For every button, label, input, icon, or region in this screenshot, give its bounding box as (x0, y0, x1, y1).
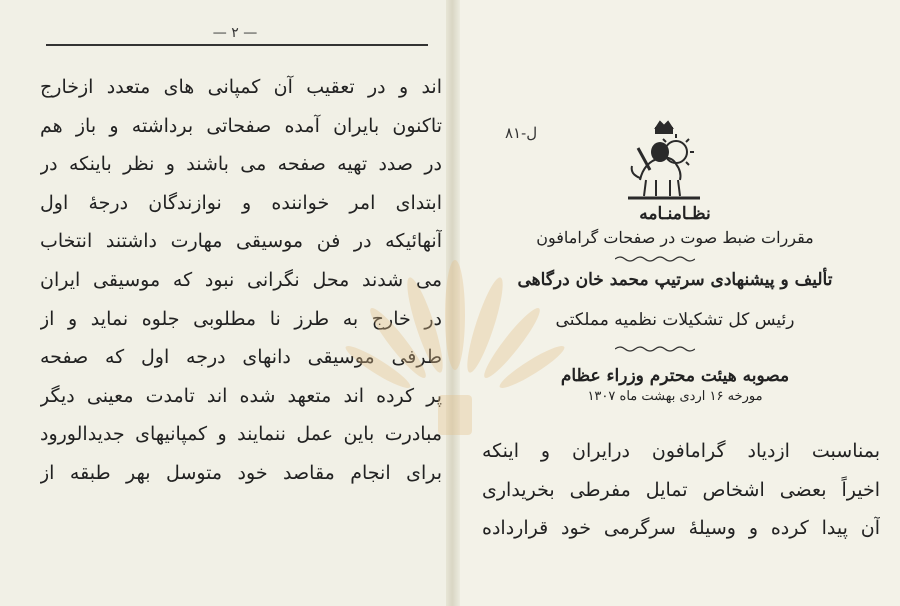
text-line: در خارج به طرز نا مطلوبی جلوه نماید و از (40, 307, 442, 330)
document-title: نظـامنـامه (639, 204, 711, 224)
text-line: طرفی موسیقی دانهای درجه اول که صفحه (40, 346, 442, 369)
approval-date: مورخه ۱۶ اردی بهشت ماه ۱۳۰۷ (587, 389, 763, 404)
right-page-text (482, 432, 880, 548)
lion-and-sun-emblem-icon (620, 118, 708, 206)
text-line: بمناسبت ازدیاد گرامافون درایران و اینکه (482, 440, 880, 462)
wavy-divider (615, 255, 695, 263)
reference-number: ل-۸۱ (505, 124, 538, 142)
approval-line: مصوبه هیئت محترم وزراء عظام (560, 366, 790, 386)
page-number: — ۲ — (200, 25, 270, 41)
text-line: تاکنون بایران آمده صفحاتی برداشته و باز هم (40, 114, 442, 137)
text-line: برای انجام مقاصد خود متوسل بهر طبقه از (40, 461, 442, 484)
text-line: ابتدای امر خواننده و نوازندگان درجهٔ اول (40, 191, 442, 214)
document-subtitle: مقررات ضبط صوت در صفحات گرامافون (536, 228, 814, 247)
text-line: در صدد تهیه صفحه می باشند و نظر باینکه در (40, 153, 442, 176)
header-rule (46, 44, 428, 46)
text-line: آن پیدا کرده و وسیلهٔ سرگرمی خود قرارداده (482, 517, 880, 540)
text-line: مبادرت باین عمل ننمایند و کمپانیهای جدیدالورود (40, 423, 442, 446)
text-line: اند و در تعقیب آن کمپانی های متعدد ازخارج (40, 76, 442, 98)
text-line: پر کرده اند متعهد شده اند تامدت معینی دیگر (40, 384, 442, 407)
text-line: می شدند محل نگرانی نبود که موسیقی ایران (40, 268, 442, 291)
text-line: آنهائیکه در فن موسیقی مهارت داشتند انتخاب (40, 230, 442, 253)
author-line: تألیف و پیشنهادی سرتیپ محمد خان درگاهی (517, 270, 833, 290)
wavy-divider (615, 345, 695, 353)
author-role: رئیس کل تشکیلات نظمیه مملکتی (555, 310, 795, 330)
text-line: اخیراً بعضی اشخاص تمایل مفرطی بخریداری (482, 478, 880, 501)
